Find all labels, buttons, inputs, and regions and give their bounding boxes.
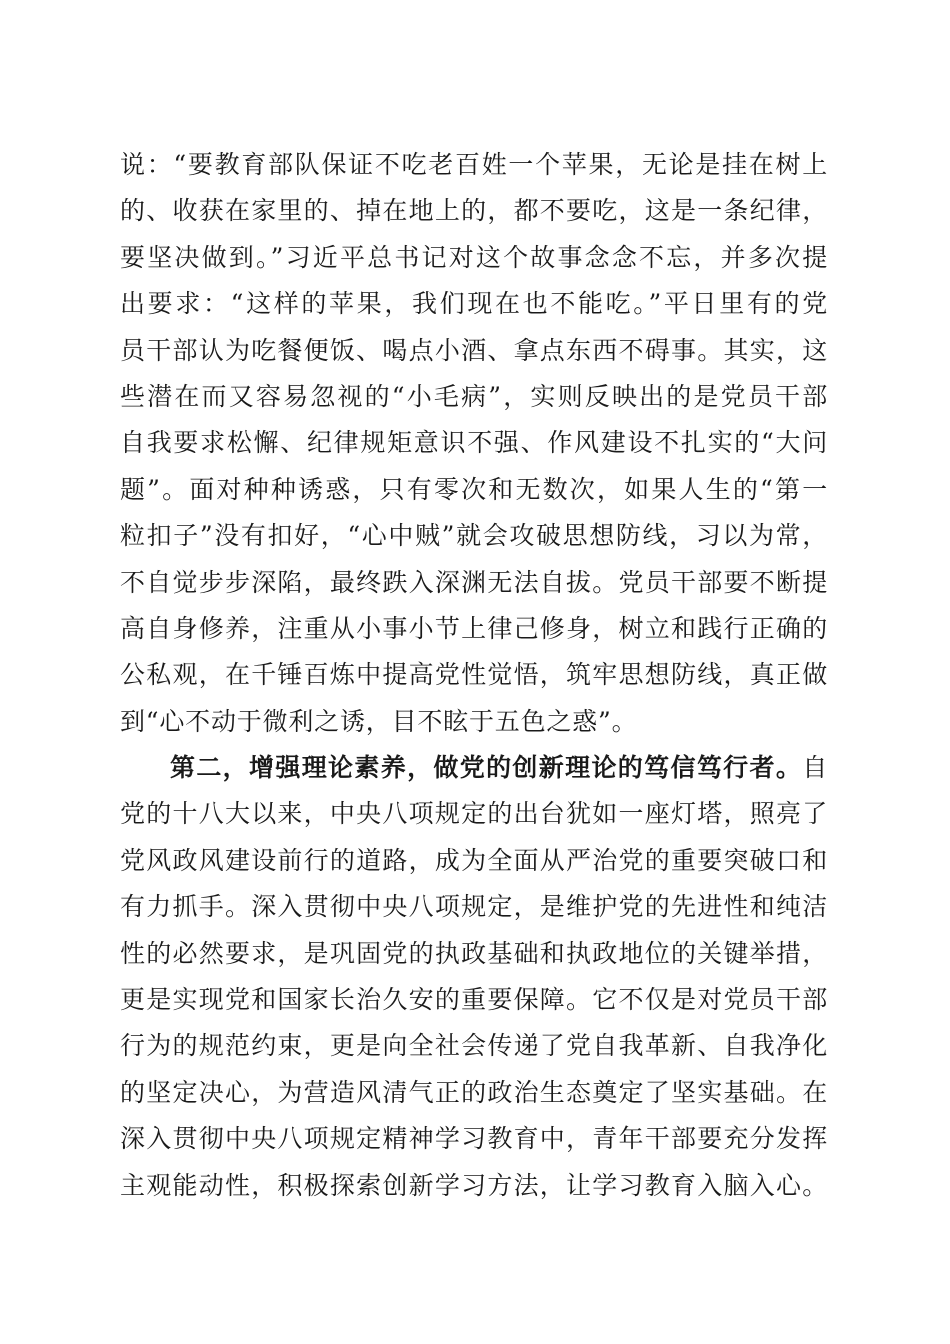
text-run: 自 [802,753,828,783]
text-line: 自我要求松懈、纪律规矩意识不强、作风建设不扎实的“大问 [120,428,828,458]
paragraph-2 [120,745,828,1209]
text-line: 深入贯彻中央八项规定精神学习教育中，青年干部要充分发挥 [120,1124,828,1154]
text-line: 说：“要教育部队保证不吃老百姓一个苹果，无论是挂在树上 [120,150,828,179]
paragraph-2-first-line [120,745,828,791]
text-line: 党风政风建设前行的道路，成为全面从严治党的重要突破口和 [120,845,828,875]
text-line: 有力抓手。深入贯彻中央八项规定，是维护党的先进性和纯洁 [120,892,828,922]
text-line: 的坚定决心，为营造风清气正的政治生态奠定了坚实基础。在 [120,1077,828,1107]
text-line: 高自身修养，注重从小事小节上律己修身，树立和践行正确的 [120,613,828,643]
text-line: 主观能动性，积极探索创新学习方法，让学习教育入脑入心。 [120,1170,828,1200]
text-line: 题”。面对种种诱惑，只有零次和无数次，如果人生的“第一 [120,474,828,504]
body-text [120,142,828,1209]
text-line: 出要求：“这样的苹果，我们现在也不能吃。”平日里有的党 [120,289,828,319]
section-heading: 第二，增强理论素养，做党的创新理论的笃信笃行者。 [170,753,803,783]
text-line: 些潜在而又容易忽视的“小毛病”，实则反映出的是党员干部 [120,381,828,411]
text-line: 粒扣子”没有扣好，“心中贼”就会攻破思想防线，习以为常， [120,521,828,551]
text-line: 要坚决做到。”习近平总书记对这个故事念念不忘，并多次提 [120,242,828,272]
text-line: 员干部认为吃餐便饭、喝点小酒、拿点东西不碍事。其实，这 [120,335,828,365]
text-line: 到“心不动于微利之诱，目不眩于五色之惑”。 [120,706,638,736]
paragraph-1 [120,142,828,745]
text-line: 更是实现党和国家长治久安的重要保障。它不仅是对党员干部 [120,985,828,1015]
text-line: 行为的规范约束，更是向全社会传递了党自我革新、自我净化 [120,1031,828,1061]
text-line: 的、收获在家里的、掉在地上的，都不要吃，这是一条纪律， [120,196,828,226]
text-line: 性的必然要求，是巩固党的执政基础和执政地位的关键举措， [120,938,828,968]
text-line: 不自觉步步深陷，最终跌入深渊无法自拔。党员干部要不断提 [120,567,828,597]
text-line: 党的十八大以来，中央八项规定的出台犹如一座灯塔，照亮了 [120,799,828,829]
text-line: 公私观，在千锤百炼中提高党性觉悟，筑牢思想防线，真正做 [120,660,828,690]
